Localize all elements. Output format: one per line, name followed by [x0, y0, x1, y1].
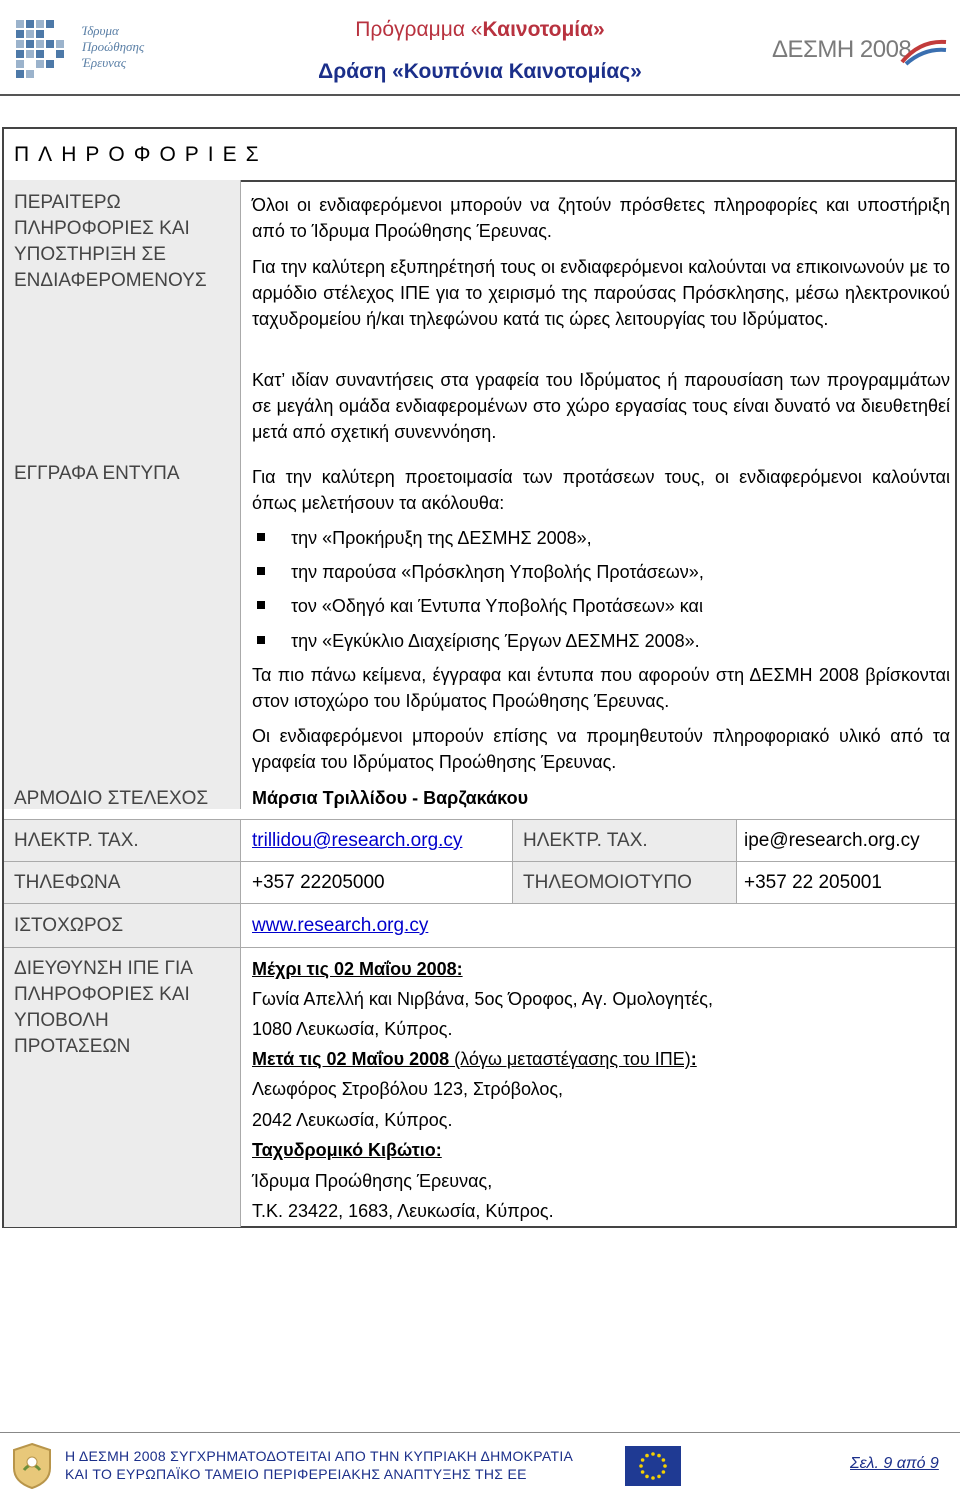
after-date-note: (λόγω μεταστέγασης του ΙΠΕ)	[449, 1049, 691, 1069]
info-label-line-4: ΕΝΔΙΑΦΕΡΟΜΕΝΟΥΣ	[14, 270, 207, 291]
logo-text-2: Προώθησης	[82, 39, 145, 54]
address-row	[4, 947, 955, 1227]
content-column	[241, 180, 955, 809]
officer-name: Μάρσια Τριλλίδου - Βαρζακάκου	[252, 788, 529, 808]
phone-row	[4, 861, 955, 904]
info-paragraph-2: Για την καλύτερη εξυπηρέτησή τους οι ενδιαφερόμενοι καλούνται να επικοινωνούν με το αρμόδιο στέλεχος ΙΠΕ για το χειρισμό της παρούσας Πρόσκλησης, μέσω ηλεκτρονικού ταχυδρομείου ή/και τηλεφώνου κατά τις ώρες λειτουργίας του Ιδρύματος.	[252, 257, 950, 329]
docs-list-item: την «Προκήρυξη της ΔΕΣΜΗΣ 2008»,	[291, 525, 592, 551]
fax-label: ΤΗΛΕΟΜΟΙΟΤΥΠΟ	[523, 872, 692, 893]
phone-label: ΤΗΛΕΦΩΝΑ	[14, 872, 121, 893]
labels-column	[4, 180, 241, 809]
eu-flag-icon	[625, 1446, 681, 1486]
email2-label: ΗΛΕΚΤΡ. ΤΑΧ.	[523, 830, 648, 851]
po-box-line-2: Τ.Κ. 23422, 1683, Λευκωσία, Κύπρος.	[252, 1201, 554, 1221]
until-address-line-2: 1080 Λευκωσία, Κύπρος.	[252, 1019, 453, 1039]
cyprus-emblem-icon	[6, 1440, 58, 1492]
docs-intro: Για την καλύτερη προετοιμασία των προτάσεων τους, οι ενδιαφερόμενοι καλούνται όπως μελετήσουν τα ακόλουθα:	[252, 467, 950, 513]
info-label-line-1: ΠΕΡΑΙΤΕΡΩ	[14, 192, 121, 213]
desmi-logo-text: ΔΕΣΜΗ 2008	[772, 36, 912, 63]
section-title: ΠΛΗΡΟΦΟΡΙΕΣ	[14, 143, 268, 166]
info-paragraph-1: Όλοι οι ενδιαφερόμενοι μπορούν να ζητούν πρόσθετες πληροφορίες και υποστήριξη από το Ίδρυμα Προώθησης Έρευνας.	[252, 195, 950, 241]
ipe-logo	[12, 14, 172, 84]
info-label-line-3: ΥΠΟΣΤΗΡΙΞΗ ΣΕ	[14, 244, 166, 265]
after-date-label: Μετά τις 02 Μαΐου 2008	[252, 1049, 450, 1069]
info-label-line-2: ΠΛΗΡΟΦΟΡΙΕΣ ΚΑΙ	[14, 218, 190, 239]
website-link[interactable]: www.research.org.cy	[252, 915, 429, 936]
docs-list-item: την παρούσα «Πρόσκληση Υποβολής Προτάσεων»,	[291, 559, 704, 585]
docs-label: ΕΓΓΡΑΦΑ ΕΝΤΥΠΑ	[14, 463, 180, 484]
action-title: Δράση «Κουπόνια Καινοτομίας»	[318, 60, 642, 83]
officer-label: ΑΡΜΟΔΙΟ ΣΤΕΛΕΧΟΣ	[14, 788, 209, 809]
email-row	[4, 819, 955, 862]
until-date-label: Μέχρι τις 02 Μαΐου 2008:	[252, 959, 463, 979]
page-header	[0, 0, 960, 95]
address-label-line-4: ΠΡΟΤΑΣΕΩΝ	[14, 1036, 131, 1057]
after-date-heading	[252, 1047, 697, 1071]
docs-paragraph-1: Τα πιο πάνω κείμενα, έγγραφα και έντυπα που αφορούν στη ΔΕΣΜΗ 2008 βρίσκονται στον ιστοχώρο του Ιδρύματος Προώθησης Έρευνας.	[252, 665, 950, 711]
website-row	[4, 903, 955, 948]
logo-text-3: Έρευνας	[82, 55, 127, 70]
until-address-line-1: Γωνία Απελλή και Νιρβάνα, 5ος Όροφος, Αγ. Ομολογητές,	[252, 989, 713, 1009]
general-email: ipe@research.org.cy	[744, 830, 920, 851]
email-label: ΗΛΕΚΤΡ. ΤΑΧ.	[14, 830, 139, 851]
logo-text-1: Ίδρυμα	[82, 23, 119, 38]
desmi-logo	[772, 34, 952, 70]
program-title: Πρόγραμμα «Καινοτομία»	[355, 18, 605, 41]
footer-funding-line-2: ΚΑΙ ΤΟ ΕΥΡΩΠΑΪΚΟ ΤΑΜΕΙΟ ΠΕΡΙΦΕΡΕΙΑΚΗΣ ΑΝΑΠΤΥΞΗΣ ΤΗΣ ΕΕ	[65, 1466, 527, 1482]
footer-funding-line-1: Η ΔΕΣΜΗ 2008 ΣΥΓΧΡΗΜΑΤΟΔΟΤΕΙΤΑΙ ΑΠΟ ΤΗΝ ΚΥΠΡΙΑΚΗ ΔΗΜΟΚΡΑΤΙΑ	[65, 1448, 574, 1464]
after-address-line-2: 2042 Λευκωσία, Κύπρος.	[252, 1110, 453, 1130]
footer-divider	[0, 1432, 960, 1433]
website-label: ΙΣΤΟΧΩΡΟΣ	[14, 915, 124, 936]
docs-list-item: τον «Οδηγό και Έντυπα Υποβολής Προτάσεων» και	[291, 593, 703, 619]
fax-value: +357 22 205001	[744, 872, 882, 893]
docs-paragraph-2: Οι ενδιαφερόμενοι μπορούν επίσης να προμηθευτούν πληροφοριακό υλικό από τα γραφεία του Ιδρύματος Προώθησης Έρευνας.	[252, 726, 950, 772]
address-label-line-1: ΔΙΕΥΘΥΝΣΗ ΙΠΕ ΓΙΑ	[14, 958, 193, 979]
info-paragraph-3: Κατ’ ιδίαν συναντήσεις στα γραφεία του Ιδρύματος ή παρουσίαση των προγραμμάτων σε μεγάλη ομάδα ενδιαφερομένων στο χώρο εργασίας τους είναι δυνατό να διευθετηθεί μετά από σχετική συνεννόηση.	[252, 370, 950, 442]
after-date-colon: :	[690, 1049, 697, 1069]
section-title-row	[4, 129, 955, 182]
address-label-line-2: ΠΛΗΡΟΦΟΡΙΕΣ ΚΑΙ	[14, 984, 190, 1005]
desmi-swoosh-icon	[900, 38, 948, 66]
phone-value: +357 22205000	[252, 872, 385, 893]
info-table	[2, 127, 957, 1228]
officer-email-link[interactable]: trillidou@research.org.cy	[252, 830, 463, 851]
header-divider	[0, 94, 960, 96]
po-box-label: Ταχυδρομικό Κιβώτιο:	[252, 1140, 442, 1160]
address-label-line-3: ΥΠΟΒΟΛΗ	[14, 1010, 109, 1031]
docs-list-item: την «Εγκύκλιο Διαχείρισης Έργων ΔΕΣΜΗΣ 2008».	[291, 628, 700, 654]
po-box-line-1: Ίδρυμα Προώθησης Έρευνας,	[252, 1171, 493, 1191]
after-address-line-1: Λεωφόρος Στροβόλου 123, Στρόβολος,	[252, 1079, 564, 1099]
page-number: Σελ. 9 από 9	[850, 1455, 939, 1472]
